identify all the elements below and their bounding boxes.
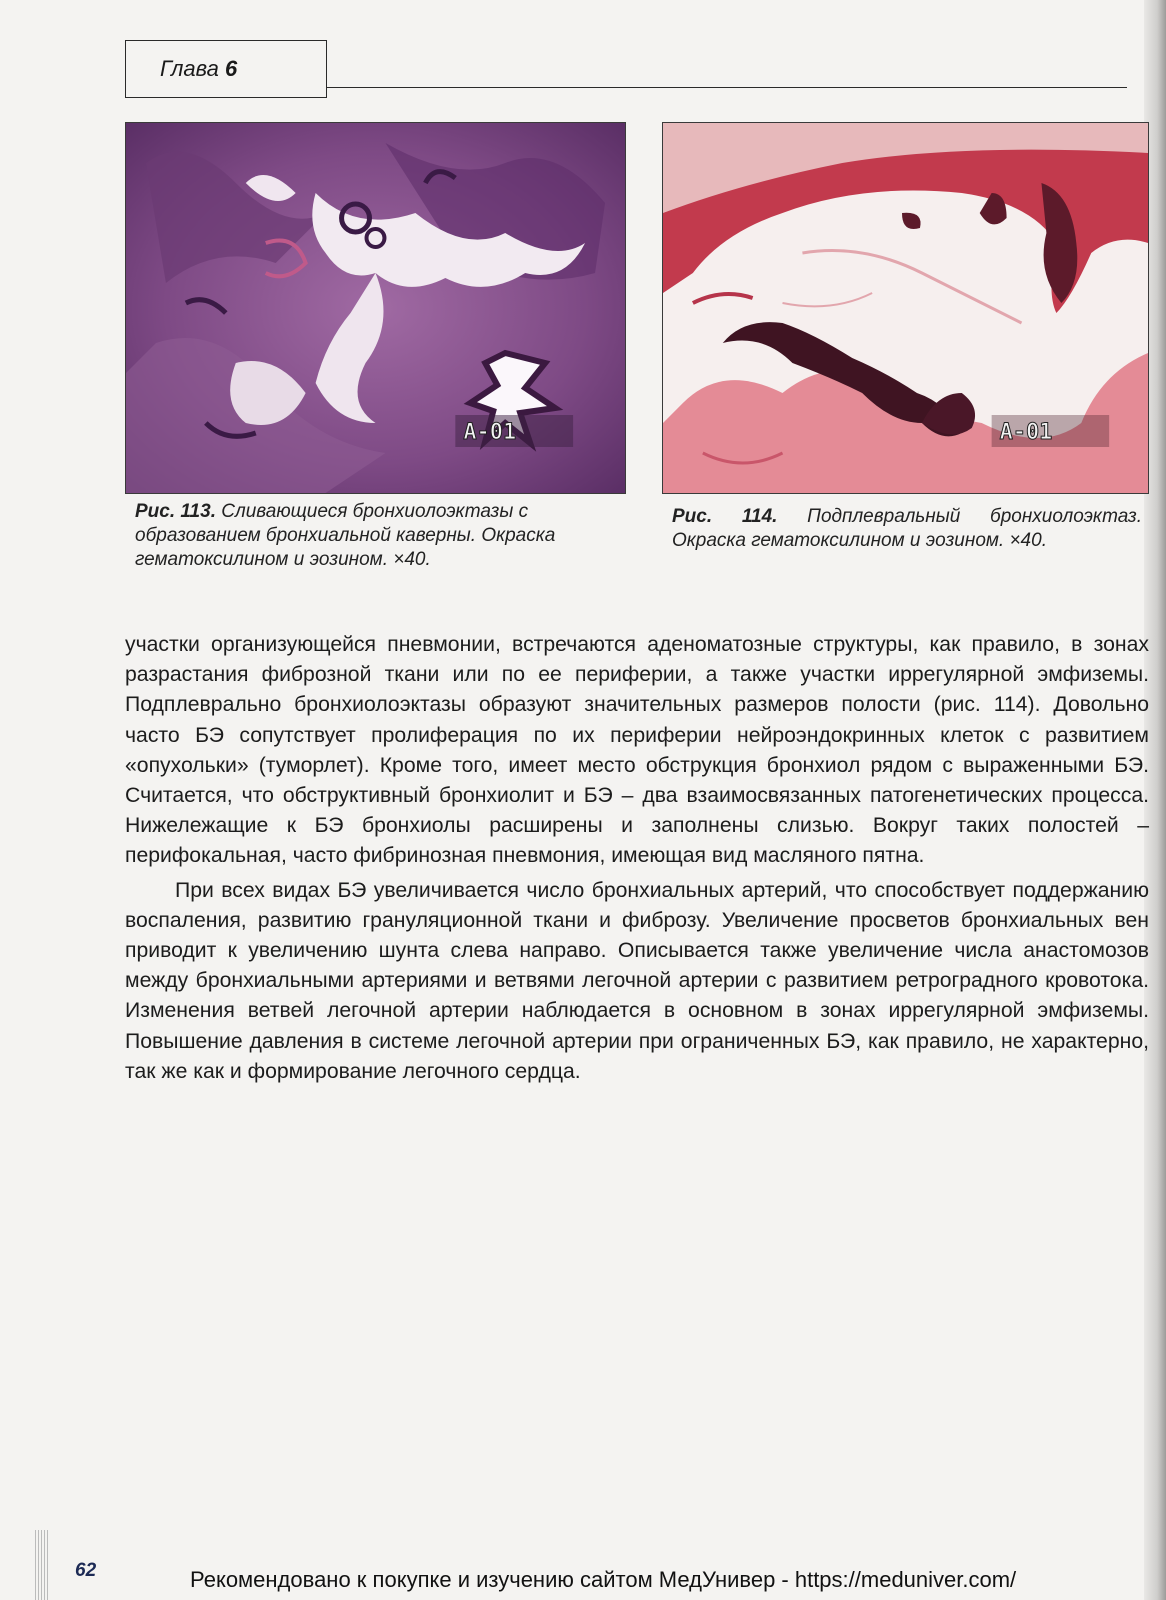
body-paragraph-2: При всех видах БЭ увеличивается число бронхиальных артерий, что способствует поддержанию воспаления, развитию грануляционной ткани и фиброзу. Увеличение просветов бронхиальных вен приводит к увеличению шунта слева направо. Описывается также увеличение числа анастомозов между бронхиальными артериями и ветвями легочной артерии с развитием ретроградного кровотока. Изменения ветвей легочной артерии наблюдается в основном в зонах иррегулярной эмфиземы. Повышение давления в системе легочной артерии при ограниченных БЭ, как правило, не характерно, так же как и формирование легочного сердца. (125, 878, 1149, 1083)
figure-113-image (125, 122, 626, 494)
figure-114-image (662, 122, 1149, 494)
chapter-header (160, 56, 237, 82)
body-text (125, 630, 1149, 1091)
figure-113-caption (135, 500, 615, 572)
figure-114-caption-text: Подплевральный бронхиолоэктаз. Окраска гематоксилином и эозином. ×40. (672, 506, 1142, 551)
chapter-label: Глава (160, 56, 219, 81)
figure-113-number: Рис. 113. (135, 501, 216, 522)
figure-114-label: A-01 (999, 419, 1053, 446)
header-rule (327, 87, 1127, 88)
page-edge-marks (35, 1530, 49, 1600)
figure-114-number: Рис. 114. (672, 506, 778, 527)
page-number: 62 (75, 1560, 97, 1581)
figure-114-caption (672, 505, 1142, 553)
figure-113-caption-text: Сливающиеся бронхиолоэктазы с образованием бронхиальной каверны. Окраска гематоксилином и эозином. ×40. (135, 501, 556, 570)
body-paragraph-1: участки организующейся пневмонии, встречаются аденоматозные структуры, как правило, в зонах разрастания фиброзной ткани или по ее периферии, а также участки иррегулярной эмфиземы. Подплеврально бронхиолоэктазы образуют значительных размеров полости (рис. 114). Довольно часто БЭ сопутствует пролиферация по их периферии нейроэндокринных клеток с развитием «опухольки» (туморлет). Кроме того, имеет место обструкция бронхиол рядом с выраженными БЭ. Считается, что обструктивный бронхиолит и БЭ – два взаимосвязанных патогенетических процесса. Нижележащие к БЭ бронхиолы расширены и заполнены слизью. Вокруг таких полостей – перифокальная, часто фибринозная пневмония, имеющая вид масляного пятна. (125, 633, 1149, 868)
watermark-text: Рекомендовано к покупке и изучению сайтом МедУнивер - https://meduniver.com/ (190, 1567, 1017, 1592)
chapter-number: 6 (225, 56, 238, 81)
figure-113-label: A-01 (463, 419, 517, 446)
micrograph-114 (663, 123, 1148, 493)
micrograph-113 (126, 123, 625, 493)
